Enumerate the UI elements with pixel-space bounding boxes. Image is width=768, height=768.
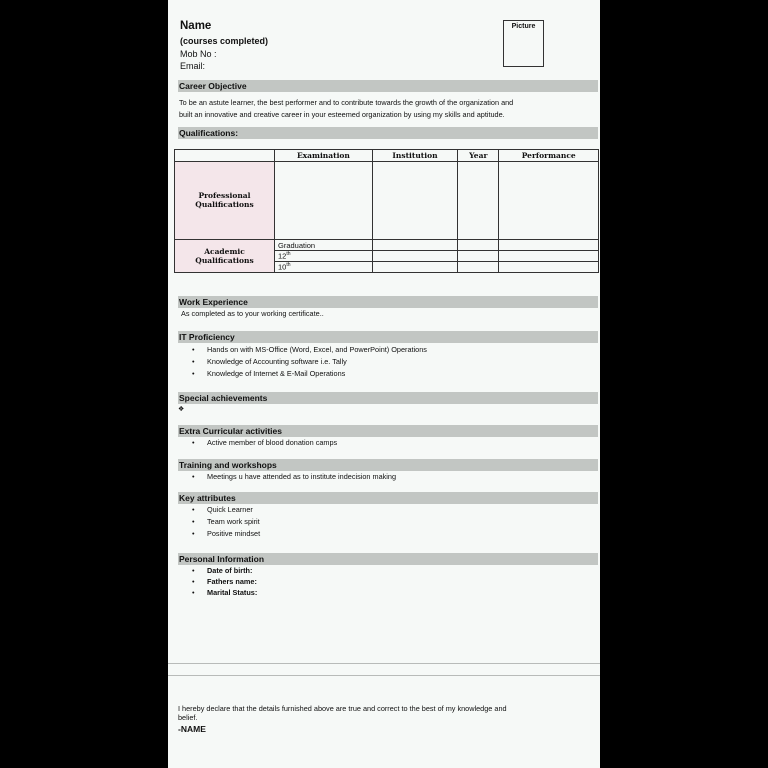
resume-page — [168, 0, 600, 768]
courses-completed: (courses completed) — [180, 36, 269, 46]
work-experience-text: As completed as to your working certificate.. — [181, 309, 324, 318]
table-corner — [175, 150, 275, 162]
it-proficiency-heading: IT Proficiency — [178, 331, 598, 343]
career-objective-line-2: built an innovative and creative career in your esteemed organization by using my skills and aptitude. — [179, 110, 505, 119]
table-cell[interactable] — [372, 161, 457, 240]
divider — [168, 663, 600, 664]
list-item-text: Knowledge of Internet & E-Mail Operations — [207, 369, 346, 378]
row-label-sup: th — [286, 251, 291, 258]
list-item-text: Marital Status: — [207, 588, 258, 597]
header-performance: Performance — [499, 150, 599, 162]
career-objective-heading: Career Objective — [178, 80, 598, 92]
professional-qualifications-label: Professional Qualifications — [175, 161, 275, 240]
table-cell[interactable] — [499, 240, 599, 251]
academic-row-graduation — [275, 240, 373, 251]
header-institution: Institution — [372, 150, 457, 162]
mobile-number: Mob No : — [180, 49, 217, 59]
academic-qualifications-label: Academic Qualifications — [175, 240, 275, 273]
training-heading: Training and workshops — [178, 459, 598, 471]
academic-row-10th — [275, 261, 373, 272]
row-label-sup: th — [286, 262, 291, 269]
table-cell[interactable] — [499, 161, 599, 240]
list-item-text: Date of birth: — [207, 566, 253, 575]
declaration-line-2: belief. — [178, 713, 198, 722]
list-item-text: Hands on with MS-Office (Word, Excel, and PowerPoint) Operations — [207, 345, 427, 354]
list-item-text: Meetings u have attended as to institute indecision making — [207, 472, 397, 481]
academic-row-12th — [275, 250, 373, 261]
row-label: Graduation — [278, 240, 316, 250]
diamond-bullet-icon: ❖ — [178, 406, 185, 413]
table-cell[interactable] — [458, 161, 499, 240]
list-item-text: Fathers name: — [207, 577, 257, 586]
list-item-text: Knowledge of Accounting software i.e. Tally — [207, 357, 347, 366]
table-cell[interactable] — [372, 240, 457, 251]
table-cell[interactable] — [499, 261, 599, 272]
extra-curricular-heading: Extra Curricular activities — [178, 425, 598, 437]
table-cell[interactable] — [372, 250, 457, 261]
picture-label: Picture — [511, 23, 536, 30]
header-examination: Examination — [275, 150, 373, 162]
list-item-text: Positive mindset — [207, 529, 261, 538]
career-objective-line-1: To be an astute learner, the best performer and to contribute towards the growth of the organization and — [179, 98, 514, 107]
row-label: 12 — [278, 251, 287, 261]
qualifications-heading: Qualifications: — [178, 127, 598, 139]
personal-information-heading: Personal Information — [178, 553, 598, 565]
key-attributes-heading: Key attributes — [178, 492, 598, 504]
table-cell[interactable] — [372, 261, 457, 272]
list-item-text: Active member of blood donation camps — [207, 438, 338, 447]
divider — [168, 675, 600, 676]
table-cell[interactable] — [275, 161, 373, 240]
table-cell[interactable] — [458, 250, 499, 261]
work-experience-heading: Work Experience — [178, 296, 598, 308]
row-label: 10 — [278, 262, 287, 272]
table-cell[interactable] — [499, 250, 599, 261]
list-item-text: Quick Learner — [207, 505, 253, 514]
table-cell[interactable] — [458, 261, 499, 272]
list-item-text: Team work spirit — [207, 517, 260, 526]
candidate-name: Name — [180, 20, 212, 32]
header-year: Year — [458, 150, 499, 162]
table-cell[interactable] — [458, 240, 499, 251]
declaration-line-1: I hereby declare that the details furnished above are true and correct to the best of my knowledge and — [178, 704, 507, 713]
picture-box — [503, 20, 544, 67]
email: Email: — [180, 61, 206, 71]
signature-name: -NAME — [178, 724, 206, 734]
special-achievements-heading: Special achievements — [178, 392, 598, 404]
qualifications-table — [174, 149, 599, 273]
